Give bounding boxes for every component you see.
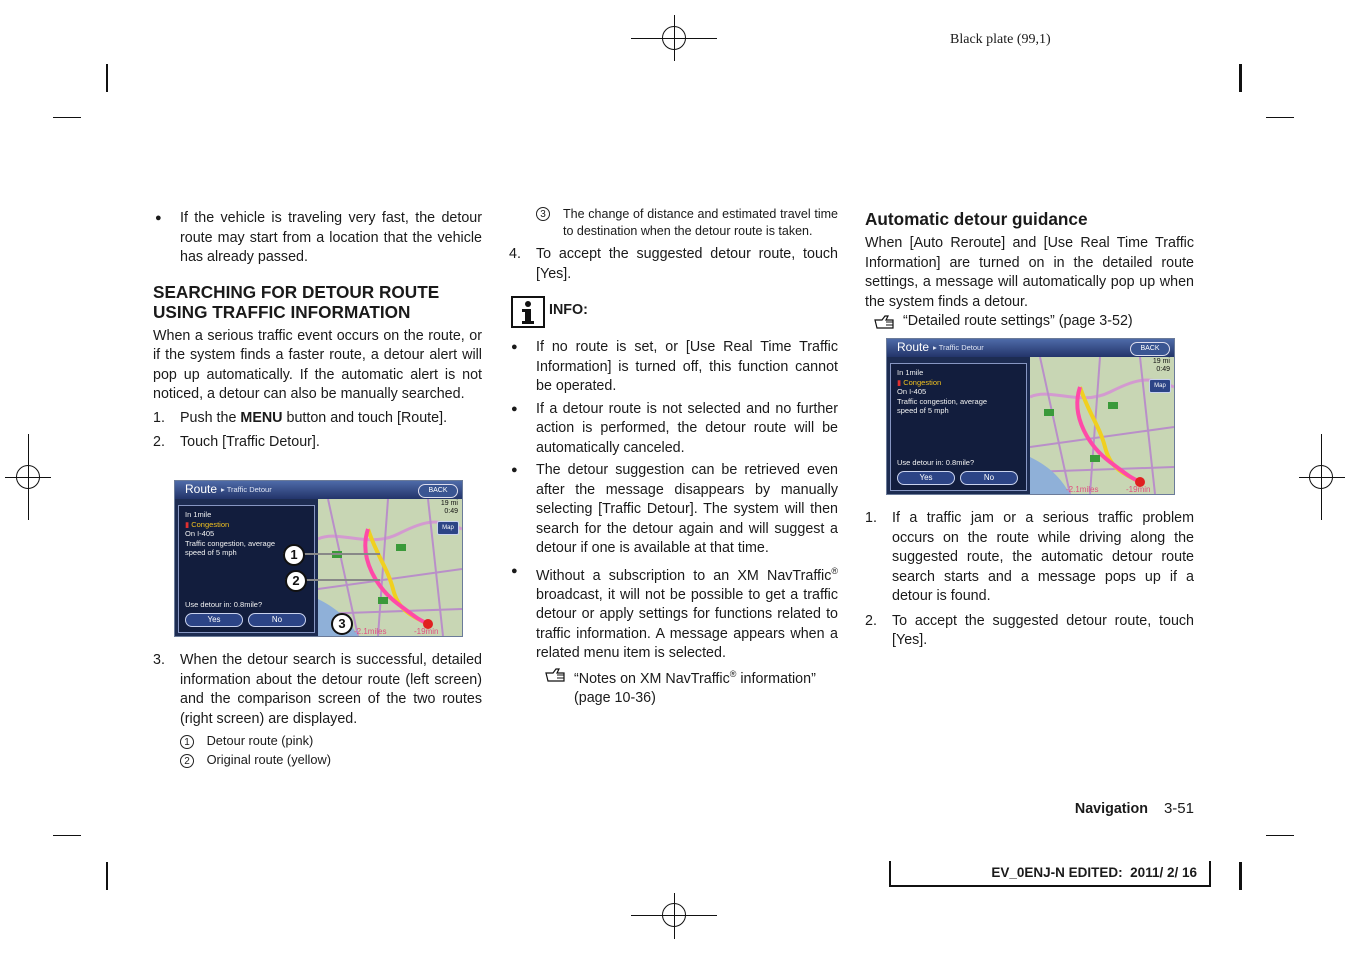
callout-1: 1 (283, 544, 305, 566)
info-bullet-2: ● If a detour route is not selected and no further action is performed, the detour route will be automatically canceled. (511, 400, 838, 456)
info-label: INFO: (549, 302, 588, 318)
sub-item-3: 3 The change of distance and estimated travel time to destination when the detour route is taken. (509, 206, 838, 240)
time-readout: 0:49 (444, 508, 458, 515)
delta-distance: -2.1miles (354, 627, 387, 636)
reference-hand-icon (544, 667, 568, 685)
info-block (509, 296, 838, 334)
column-3-lower (865, 509, 1194, 651)
congestion-icon: ▮ (185, 519, 192, 529)
step-4: 4. To accept the suggested detour route, touch [Yes]. (509, 246, 838, 282)
step-1: 1. If a traffic jam or a serious traffic problem occurs on the route while driving along the suggested route, the automatic detour route search starts and a message pops up if a detour is found. (865, 510, 1194, 604)
callout-3: 3 (331, 613, 353, 635)
delta-distance: -2.1miles (1066, 485, 1099, 494)
bullet-dot-icon: ● (511, 341, 518, 353)
page-number: 3-51 (1163, 800, 1194, 817)
bullet-dot-icon: ● (511, 464, 518, 476)
map-button: Map (1149, 379, 1171, 393)
section-name: Navigation (1074, 801, 1148, 817)
circled-number: 2 (180, 754, 194, 768)
detour-screen-image-1: Route ▸ Traffic Detour BACK In 1mile ▮ Congestion On I-405 Traffic congestion, average speed of 5 mph Use detour in: 0.8mile? Yes No Map 19 mi 0:49 -2.1miles -19min 1 2 3 (174, 480, 463, 637)
info-icon (511, 296, 545, 328)
reference-note: “Detailed route settings” (page 3-52) (873, 312, 1194, 332)
step-3: 3. When the detour search is successful, detailed information about the detour route (left screen) and the comparison screen of the two routes (right screen) are displayed. (153, 652, 482, 727)
yes-button: Yes (185, 613, 243, 627)
page-footer (1000, 800, 1194, 817)
bullet-dot-icon: ● (511, 564, 518, 577)
plate-label: Black plate (99,1) (950, 32, 1051, 47)
column-1 (153, 209, 482, 453)
info-bullet-4: ● Without a subscription to an XM NavTraffic® broadcast, it will not be possible to get a traffic detour or apply settings for functions related to traffic information. A message appears when a related menu item is selected. (509, 562, 838, 664)
step-1: 1. Push the MENU button and touch [Route]. (153, 409, 448, 426)
callout-2: 2 (285, 570, 307, 592)
info-bullet-3: ● The detour suggestion can be retrieved even after the message disappears by manually selecting [Traffic Detour]. The system will then search for the detour again and will suggest a detour if one is available at that time. (511, 462, 838, 556)
detour-screen-image-2: Route ▸ Traffic Detour BACK In 1mile ▮ Congestion On I-405 Traffic congestion, average speed of 5 mph Use detour in: 0.8mile? Yes No Map 19 mi 0:49 -2.1miles -19min (886, 338, 1175, 495)
no-button: No (960, 471, 1018, 485)
yes-button: Yes (897, 471, 955, 485)
section-heading: SEARCHING FOR DETOUR ROUTE USING TRAFFIC INFORMATION (153, 281, 440, 322)
detour-info-panel: In 1mile ▮ Congestion On I-405 Traffic congestion, average speed of 5 mph Use detour in: 0.8mile? Yes No (178, 505, 315, 633)
menu-button-label: MENU (240, 409, 283, 426)
step-2: 2. Touch [Traffic Detour]. (153, 434, 320, 450)
column-3 (865, 209, 1194, 332)
no-button: No (248, 613, 306, 627)
back-button: BACK (418, 484, 458, 498)
column-1-lower (153, 651, 482, 769)
bullet-dot-icon: ● (511, 402, 518, 415)
map-graphic (1030, 357, 1174, 494)
sub-item-2: 2 Original route (yellow) (180, 750, 482, 769)
bullet-item: ● If the vehicle is traveling very fast, the detour route may start from a location that the vehicle has already passed. (155, 210, 482, 265)
info-bullet-1: ● If no route is set, or [Use Real Time Traffic Information] is turned off, this function cannot be operated. (511, 339, 838, 394)
distance-readout: 19 mi (1152, 358, 1170, 365)
reference-hand-icon (873, 314, 897, 332)
map-button: Map (437, 521, 459, 535)
reference-note: “Notes on XM NavTraffic® information” (page 10-36) (544, 665, 838, 709)
delta-time: -19min (414, 627, 439, 636)
column-2 (509, 206, 838, 709)
intro-paragraph: When [Auto Reroute] and [Use Real Time Traffic Information] are turned on in the detailed route settings, a message will automatically pop up when the system finds a detour. (865, 235, 1194, 310)
back-button: BACK (1130, 342, 1170, 356)
callout-leaders (175, 481, 462, 636)
sub-item-1: 1 Detour route (pink) (180, 731, 482, 750)
map-view (1030, 357, 1174, 494)
bullet-dot-icon: ● (155, 212, 162, 224)
delta-time: -19min (1126, 485, 1151, 494)
intro-paragraph: When a serious traffic event occurs on the route, or if the system finds a faster route, a detour alert will pop up automatically. If the automatic alert is not noticed, a detour can also be manually searched. (153, 327, 482, 402)
detour-info-panel: In 1mile ▮ Congestion On I-405 Traffic congestion, average speed of 5 mph Use detour in: 0.8mile? Yes No (890, 363, 1027, 491)
distance-readout: 19 mi (440, 500, 458, 507)
edited-stamp: EV_0ENJ-N EDITED: 2011/ 2/ 16 (889, 861, 1211, 887)
step-2: 2. To accept the suggested detour route, touch [Yes]. (865, 612, 1194, 648)
congestion-icon: ▮ (897, 377, 904, 387)
section-heading: Automatic detour guidance (865, 209, 1088, 229)
time-readout: 0:49 (1156, 366, 1170, 373)
circled-number: 1 (180, 735, 194, 749)
